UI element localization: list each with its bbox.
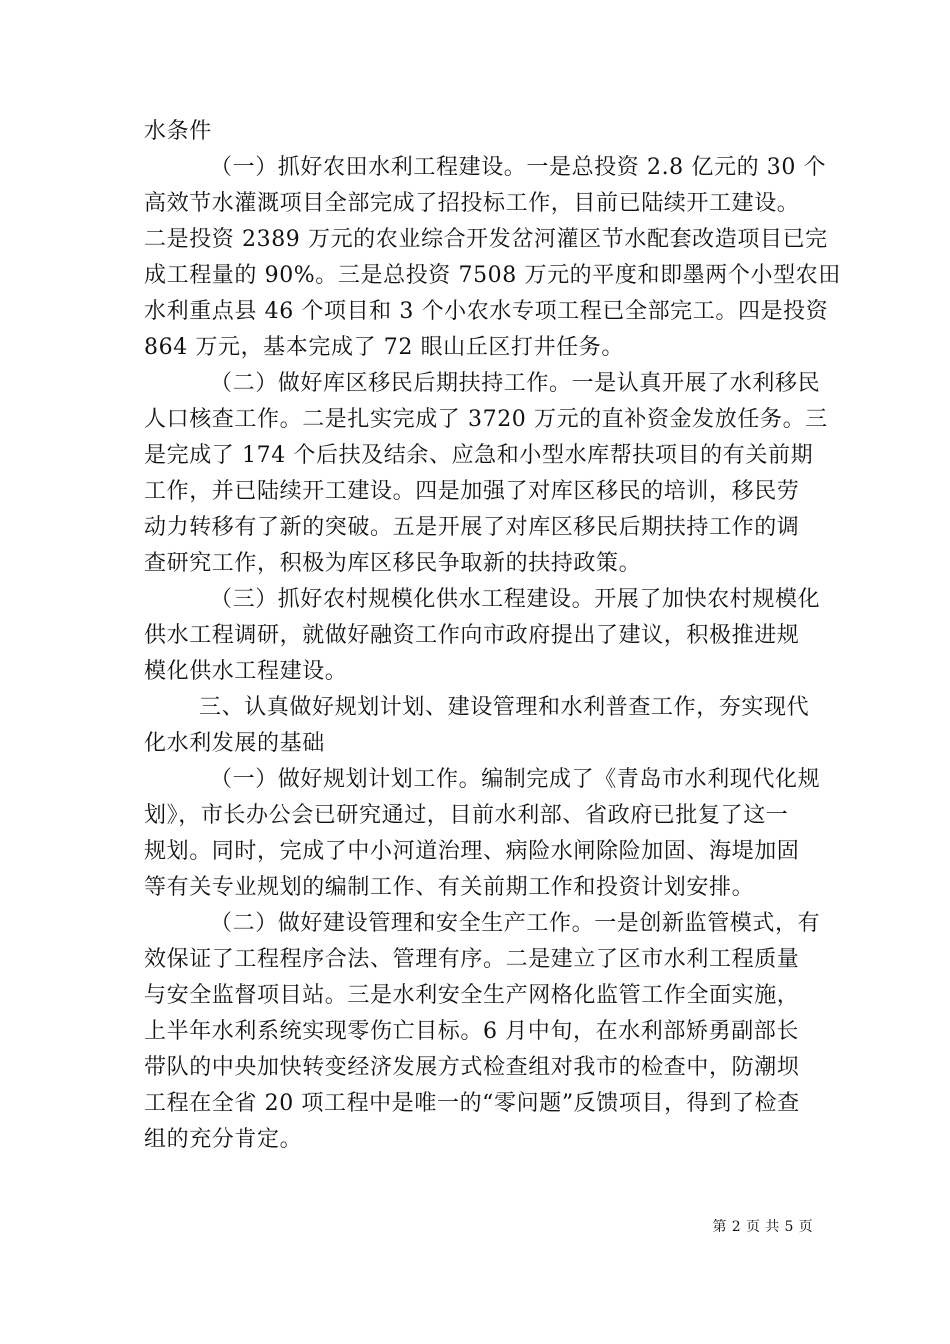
- text-line: 动力转移有了新的突破。五是开展了对库区移民后期扶持工作的调: [144, 515, 800, 540]
- section-heading-continued: 化水利发展的基础: [144, 731, 325, 756]
- page-number: 第 2 页 共 5 页: [712, 1219, 813, 1235]
- text-line: 模化供水工程建设。: [144, 659, 348, 684]
- text-line: 864 万元，基本完成了 72 眼山丘区打井任务。: [144, 335, 624, 360]
- paragraph-start: （二）做好库区移民后期扶持工作。一是认真开展了水利移民: [210, 371, 821, 396]
- document-body: [144, 114, 841, 1158]
- text-line: 工程在全省 20 项工程中是唯一的“零问题”反馈项目，得到了检查: [144, 1091, 800, 1116]
- text-line: 查研究工作，积极为库区移民争取新的扶持政策。: [144, 551, 642, 576]
- text-line: 是完成了 174 个后扶及结余、应急和小型水库帮扶项目的有关前期: [144, 443, 814, 468]
- paragraph-start: （三）抓好农村规模化供水工程建设。开展了加快农村规模化: [210, 587, 821, 612]
- paragraph-start: （一）抓好农田水利工程建设。一是总投资 2.8 亿元的 30 个: [210, 155, 827, 180]
- paragraph-start: （二）做好建设管理和安全生产工作。一是创新监管模式，有: [210, 911, 821, 936]
- paragraph-start: （一）做好规划计划工作。编制完成了《青岛市水利现代化规: [210, 767, 821, 792]
- text-line: 高效节水灌溉项目全部完成了招投标工作，目前已陆续开工建设。: [144, 191, 800, 216]
- text-line: 工作，并已陆续开工建设。四是加强了对库区移民的培训，移民劳: [144, 479, 800, 504]
- text-line: 规划。同时，完成了中小河道治理、病险水闸除险加固、海堤加固: [144, 839, 800, 864]
- text-line: 效保证了工程程序合法、管理有序。二是建立了区市水利工程质量: [144, 947, 800, 972]
- text-line: 二是投资 2389 万元的农业综合开发岔河灌区节水配套改造项目已完: [144, 227, 828, 252]
- text-line: 组的充分肯定。: [144, 1127, 303, 1152]
- text-line: 供水工程调研，就做好融资工作向市政府提出了建议，积极推进规: [144, 623, 800, 648]
- text-line: 水利重点县 46 个项目和 3 个小农水专项工程已全部完工。四是投资: [144, 299, 829, 324]
- text-line: 划》，市长办公会已研究通过，目前水利部、省政府已批复了这一: [144, 803, 789, 828]
- text-line: 等有关专业规划的编制工作、有关前期工作和投资计划安排。: [144, 875, 755, 900]
- text-line: 人口核查工作。二是扎实完成了 3720 万元的直补资金发放任务。三: [144, 407, 828, 432]
- text-line: 成工程量的 90%。三是总投资 7508 万元的平度和即墨两个小型农田: [144, 263, 841, 288]
- section-heading: 三、认真做好规划计划、建设管理和水利普查工作，夯实现代: [199, 695, 810, 720]
- text-line: 与安全监督项目站。三是水利安全生产网格化监管工作全面实施，: [144, 983, 800, 1008]
- text-line: 水条件: [144, 119, 212, 144]
- text-line: 带队的中央加快转变经济发展方式检查组对我市的检查中，防潮坝: [144, 1055, 800, 1080]
- text-line: 上半年水利系统实现零伤亡目标。6 月中旬，在水利部矫勇副部长: [144, 1019, 799, 1044]
